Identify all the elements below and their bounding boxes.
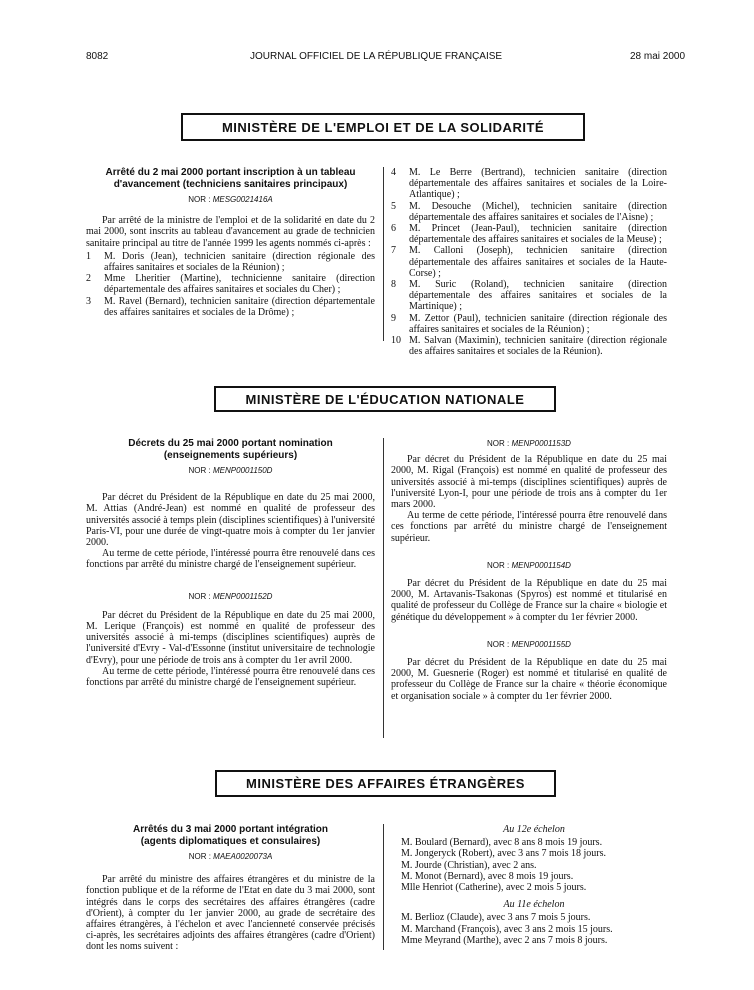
arretes-title-line2: (agents diplomatiques et consulaires): [140, 835, 321, 847]
list-item: M. Jongeryck (Robert), avec 3 ans 7 mois 18 jours.: [401, 848, 606, 860]
item-number: 2: [86, 273, 91, 285]
nor-code: MENP0001155D: [511, 639, 571, 649]
nor-ref: [86, 591, 375, 602]
list-item: Mme Meyrand (Marthe), avec 2 ans 7 mois 8 jours.: [401, 934, 608, 946]
column-rule: [383, 824, 384, 950]
affaires-right-column: [401, 824, 667, 946]
ministry-affaires-box: [215, 770, 556, 797]
nor-ref: [86, 851, 375, 862]
column-rule: [383, 438, 384, 738]
ministry-emploi-box: [181, 113, 585, 141]
list-item: [391, 167, 667, 201]
ministry-education-box: [214, 386, 556, 412]
nor-code: MESG0021416A: [212, 195, 273, 204]
list-item: [391, 245, 667, 279]
arretes-title-line1: Arrêtés du 3 mai 2000 portant intégration: [132, 824, 329, 835]
decrets-title-line1: Décrets du 25 mai 2000 portant nomination: [128, 438, 333, 449]
echelon-11-heading: Au 11e échelon: [503, 899, 565, 911]
echelon-12-heading: Au 12e échelon: [503, 824, 565, 835]
item-number: 3: [86, 295, 91, 307]
decret-paragraph: Au terme de cette période, l'intéressé pourra être renouvelé dans ces fonctions par arrêté du ministre chargé de l'enseignement supérieur.: [391, 510, 667, 544]
nor-ref: [391, 438, 667, 449]
list-item: M. Jourde (Christian), avec 2 ans.: [401, 859, 537, 871]
item-number: 6: [391, 223, 396, 235]
list-item: [391, 335, 667, 357]
item-number: 1: [86, 250, 91, 262]
list-item: [391, 279, 667, 313]
list-item: M. Boulard (Bernard), avec 8 ans 8 mois 19 jours.: [401, 837, 603, 849]
nor-label: NOR :: [487, 439, 510, 448]
item-number: 10: [391, 335, 401, 347]
arretes-intro: Par arrêté du ministre des affaires étrangères et du ministre de la fonction publique et de la réforme de l'Etat en date du 3 mai 2000, sont intégrés dans le corps des secrétaires des affaires étrangères (cadre d'Orient), à compter du 1er janvier 2000, au grade de secrétaire des affaires étrangères, à l'échelon et avec l'ancienneté conservée précisés ci-après, les secrétaires adjoints des affaires étrangères (cadre d'Orient) dont les noms suivent :: [86, 874, 375, 953]
nor-label: NOR :: [487, 639, 510, 649]
item-number: 7: [391, 245, 396, 257]
item-text: M. Suric (Roland), technicien sanitaire (direction départementale des affaires sanitaires et sociales de la Martinique) ;: [409, 279, 667, 313]
ministry-emploi-title: MINISTÈRE DE L'EMPLOI ET DE LA SOLIDARITÉ: [221, 119, 545, 135]
item-text: Mme Lheritier (Martine), technicienne sanitaire (direction départementale des affaires sanitaires et sociales du Cher) ;: [104, 273, 375, 296]
decret-paragraph: Par décret du Président de la République en date du 25 mai 2000, M. Guesnerie (Roger) est nommé et titularisé en qualité de professeur du Collège de France sur la chaire « théorie économique et organisation sociale » à compter du 1er février 2000.: [391, 657, 667, 702]
nor-label: NOR :: [188, 852, 211, 861]
list-item: [391, 313, 667, 335]
page-number: 8082: [86, 51, 109, 62]
item-text: M. Princet (Jean-Paul), technicien sanitaire (direction départementale des affaires sanitaires et sociales de la Meuse) ;: [409, 223, 667, 246]
list-item: M. Berlioz (Claude), avec 3 ans 7 mois 5 jours.: [401, 912, 591, 924]
nor-code: MENP0001152D: [213, 591, 273, 601]
list-item: [391, 201, 667, 223]
nor-code: MENP0001150D: [213, 466, 273, 475]
list-item: [86, 296, 375, 318]
list-item: M. Marchand (François), avec 3 ans 2 mois 15 jours.: [401, 923, 613, 935]
emploi-left-column: [86, 167, 375, 318]
nor-ref: [86, 465, 375, 476]
nor-code: MENP0001154D: [511, 560, 571, 570]
nor-code: MAEA0020073A: [213, 852, 273, 861]
item-text: M. Zettor (Paul), technicien sanitaire (direction régionale des affaires sanitaires et sociales de la Réunion) ;: [409, 312, 667, 335]
decret-paragraph: Par décret du Président de la République en date du 25 mai 2000, M. Rigal (François) est nommé en qualité de professeur des universités associé à mi-temps (disciplines scientifiques) auprès de l'université Lyon-I, pour une période de trois ans à compter du 1er mars 2000.: [391, 454, 667, 511]
column-rule: [383, 167, 384, 341]
item-number: 4: [391, 167, 396, 178]
affaires-left-column: [86, 824, 375, 953]
nor-ref: [391, 639, 667, 650]
nor-code: MENP0001153D: [511, 439, 571, 448]
decret-paragraph: Au terme de cette période, l'intéressé pourra être renouvelé dans ces fonctions par arrêté du ministre chargé de l'enseignement supérieur.: [86, 665, 375, 689]
item-text: M. Desouche (Michel), technicien sanitaire (direction départementale des affaires sanitaires et sociales de l'Aisne) ;: [409, 200, 667, 223]
arrete-intro: Par arrêté de la ministre de l'emploi et de la solidarité en date du 2 mai 2000, sont inscrits au tableau d'avancement au grade de technicien sanitaire principal au titre de l'année 1999 les agents nommés ci-après :: [86, 215, 375, 249]
emploi-right-column: [391, 167, 667, 357]
decret-paragraph: Par décret du Président de la République en date du 25 mai 2000, M. Artavanis-Tsakonas (Spyros) est nommé et titularisé en qualité de professeur du Collège de France sur la chaire « biologie et génétique du développement » à compter du 1er février 2000.: [391, 578, 667, 623]
item-text: M. Salvan (Maximin), technicien sanitaire (direction régionale des affaires sanitaires et sociales de la Réunion).: [409, 335, 667, 358]
list-item: [86, 273, 375, 295]
arrete-title-line1: Arrêté du 2 mai 2000 portant inscription à un tableau: [105, 167, 356, 178]
decret-paragraph: Par décret du Président de la République en date du 25 mai 2000, M. Lerique (François) est nommé en qualité de professeur des universités associé à mi-temps (disciplines scientifiques) auprès de l'université d'Evry - Val-d'Essonne (institut universitaire de technologie d'Evry), pour une période de trois ans à compter du 1er avril 2000.: [86, 609, 375, 666]
nor-label: NOR :: [188, 195, 211, 204]
decrets-title-line2: (enseignements supérieurs): [163, 449, 298, 461]
list-item: [391, 223, 667, 245]
nor-ref: [391, 560, 667, 571]
item-number: 9: [391, 312, 396, 324]
item-text: M. Le Berre (Bertrand), technicien sanitaire (direction départementale des affaires sanitaires et sociales de la Loire-Atlantique) ;: [409, 167, 667, 201]
nor-ref: [86, 194, 375, 205]
item-number: 8: [391, 279, 396, 291]
decret-paragraph: Au terme de cette période, l'intéressé pourra être renouvelé dans ces fonctions par arrêté du ministre chargé de l'enseignement supérieur.: [86, 548, 375, 571]
issue-date: 28 mai 2000: [630, 51, 686, 62]
list-item: M. Monot (Bernard), avec 8 mois 19 jours.: [401, 870, 574, 882]
list-item: [86, 251, 375, 273]
ministry-affaires-title: MINISTÈRE DES AFFAIRES ÉTRANGÈRES: [246, 776, 525, 791]
list-item: Mlle Henriot (Catherine), avec 2 mois 5 jours.: [401, 882, 587, 894]
arrete-title-line2: d'avancement (techniciens sanitaires principaux): [113, 178, 348, 190]
nor-label: NOR :: [487, 560, 510, 570]
decret-paragraph: Par décret du Président de la République en date du 25 mai 2000, M. Attias (André-Jean) est nommé en qualité de professeur des universités associé à temps plein (disciplines scientifiques) à l'université Paris-VI, pour une durée de vingt-quatre mois à compter du 1er janvier 2000.: [86, 492, 375, 549]
item-text: M. Ravel (Bernard), technicien sanitaire (direction départementale des affaires sanitaires et sociales de la Drôme) ;: [104, 295, 375, 318]
nor-label: NOR :: [188, 591, 211, 601]
education-left-column: [86, 438, 375, 688]
journal-title: JOURNAL OFFICIEL DE LA RÉPUBLIQUE FRANÇAISE: [250, 51, 503, 62]
education-right-column: [391, 438, 667, 702]
item-number: 5: [391, 200, 396, 212]
nor-label: NOR :: [188, 466, 211, 475]
item-text: M. Calloni (Joseph), technicien sanitaire (direction départementale des affaires sanitaires et sociales de la Haute-Corse) ;: [409, 245, 667, 279]
ministry-education-title: MINISTÈRE DE L'ÉDUCATION NATIONALE: [245, 391, 525, 407]
item-text: M. Doris (Jean), technicien sanitaire (direction régionale des affaires sanitaires et sociales de la Réunion) ;: [104, 250, 375, 274]
